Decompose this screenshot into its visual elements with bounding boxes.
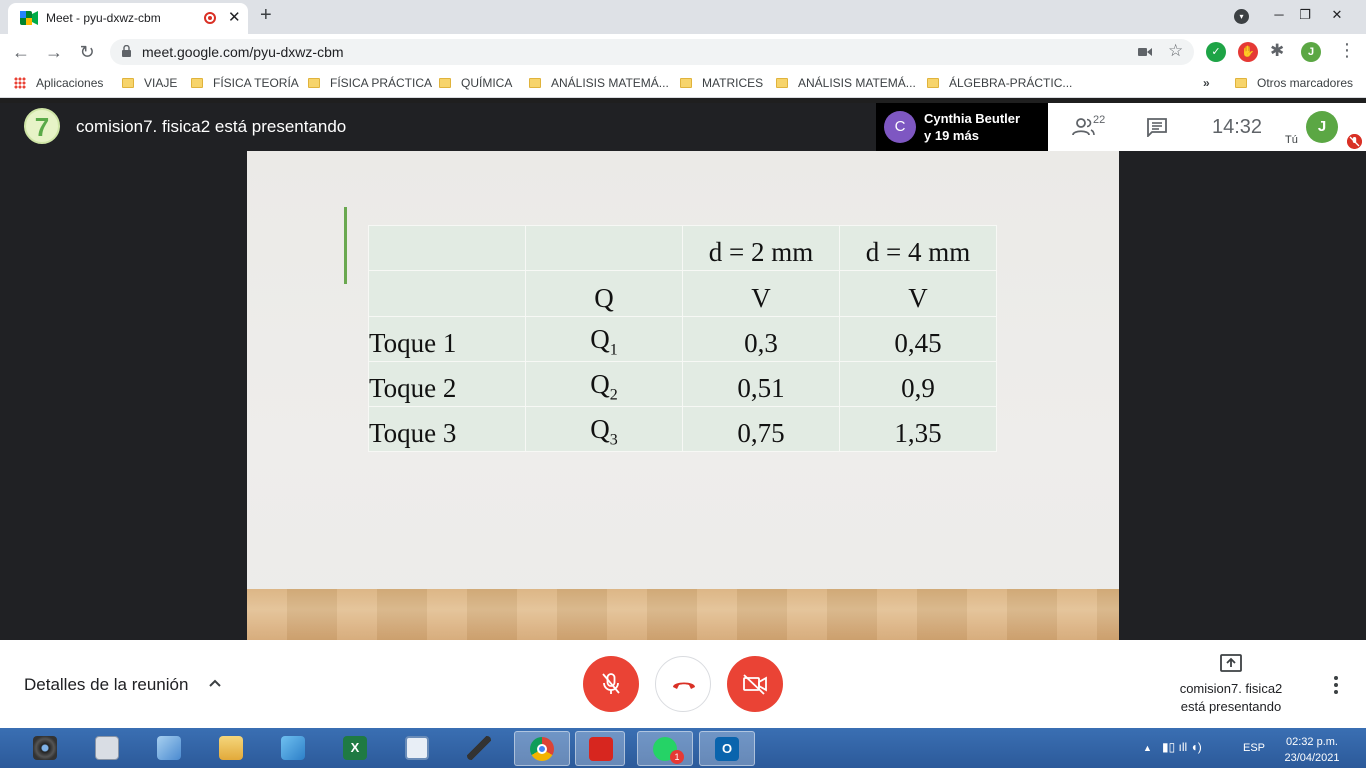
extensions-puzzle-icon[interactable]: ✱ [1270,41,1285,60]
taskbar-notepad[interactable] [144,731,194,766]
muted-mic-icon [1347,134,1362,149]
tab-title: Meet - pyu-dxwz-cbm [46,11,161,25]
back-button[interactable]: ← [12,42,30,62]
taskbar-calculator[interactable] [82,731,132,766]
table-row [369,317,997,362]
apps-grid-icon [14,77,26,89]
camera-toggle-button[interactable] [727,656,783,712]
table-cell: Q [526,271,683,317]
recording-icon [204,12,216,24]
taskbar-control-panel[interactable] [268,731,318,766]
hang-up-icon [671,679,697,691]
taskbar-webcam-app[interactable] [20,731,70,766]
table-header-row [369,271,997,317]
table-cell: d = 2 mm [683,226,840,271]
bookmark-folder[interactable]: FÍSICA PRÁCTICA [308,76,432,90]
new-tab-button[interactable]: + [260,4,272,26]
voltage-cell: 1,35 [840,407,997,452]
lock-icon [122,45,131,57]
browser-tabstrip [0,0,1366,34]
present-screen-icon[interactable] [1220,654,1242,672]
taskbar-pen-app[interactable] [454,731,504,766]
tray-icons[interactable]: ▮▯ ıll ◖) [1162,740,1202,754]
browser-tab[interactable] [8,3,248,34]
window-app-icon [405,736,429,760]
more-options-icon[interactable] [1326,674,1346,696]
browser-toolbar [0,34,1366,70]
profile-avatar[interactable]: J [1301,42,1321,62]
taskbar-window-app[interactable] [392,731,442,766]
meeting-details-button[interactable]: Detalles de la reunión [24,675,189,694]
bookmarks-overflow-button[interactable]: » [1203,76,1210,90]
other-bookmarks-folder[interactable]: Otros marcadores [1235,76,1353,90]
excel-icon: X [343,736,367,760]
bookmark-folder[interactable]: QUÍMICA [439,76,512,90]
meet-favicon-icon [20,11,38,25]
folder-icon [529,78,541,88]
browser-menu-icon[interactable]: ⋮ [1338,40,1356,60]
reload-button[interactable]: ↻ [79,42,95,62]
people-count: 22 [1093,114,1106,126]
webcam-icon [33,736,57,760]
table-cell: d = 4 mm [840,226,997,271]
calculator-icon [95,736,119,760]
bookmarks-bar [0,70,1366,98]
slide-wood-floor [247,589,1119,640]
slide-data-table [368,225,997,452]
outlook-icon: O [715,737,739,761]
taskbar-outlook[interactable] [699,731,755,766]
presenter-avatar: 7 [24,108,60,144]
system-time: 02:32 p.m. [1286,736,1338,748]
folder-icon [308,78,320,88]
charge-cell: $Q_2$ [526,362,683,407]
presenting-title: comision7. fisica2 está presentando [76,117,347,136]
folder-icon [927,78,939,88]
taskbar-excel[interactable] [330,731,380,766]
pen-icon [467,736,491,760]
folder-icon [776,78,788,88]
chrome-center [537,744,547,754]
table-cell [369,271,526,317]
folder-explorer-icon [219,736,243,760]
acrobat-icon [589,737,613,761]
taskbar-whatsapp[interactable] [637,731,693,766]
minimize-button[interactable]: ─ [1274,7,1284,22]
presenting-status-line2: está presentando [1180,699,1282,714]
folder-icon [1235,78,1247,88]
url-text: meet.google.com/pyu-dxwz-cbm [142,44,344,60]
notepad-icon [157,736,181,760]
tab-close-icon[interactable]: ✕ [228,9,241,26]
table-row [369,407,997,452]
voltage-cell: 0,51 [683,362,840,407]
bookmark-folder[interactable]: MATRICES [680,76,763,90]
bookmark-folder[interactable]: FÍSICA TEORÍA [191,76,299,90]
meeting-clock: 14:32 [1212,116,1263,138]
notification-badge: 1 [670,750,684,764]
table-cell [369,226,526,271]
folder-icon [122,78,134,88]
table-cell: V [840,271,997,317]
self-avatar[interactable]: J [1306,111,1338,143]
charge-cell: $Q_3$ [526,407,683,452]
participant-name: Cynthia Beutler [924,111,1021,126]
chevron-up-icon[interactable] [208,676,222,690]
control-panel-icon [281,736,305,760]
forward-button[interactable]: → [45,42,63,62]
mic-toggle-button[interactable] [583,656,639,712]
mic-off-icon [600,672,622,696]
row-label: Toque 2 [369,362,526,407]
voltage-cell: 0,45 [840,317,997,362]
taskbar-acrobat[interactable] [575,731,625,766]
folder-icon [191,78,203,88]
restore-button[interactable]: ❐ [1299,7,1311,22]
bookmark-folder[interactable]: ANÁLISIS MATEMÁ... [529,76,669,90]
extension-check-icon[interactable]: ✓ [1206,42,1226,62]
voltage-cell: 0,9 [840,362,997,407]
system-date: 23/04/2021 [1284,752,1340,764]
row-label: Toque 3 [369,407,526,452]
leave-call-button[interactable] [655,656,711,712]
self-label: Tú [1285,134,1298,146]
table-row [369,362,997,407]
voltage-cell: 0,75 [683,407,840,452]
table-cell [526,226,683,271]
chat-icon[interactable] [1146,117,1168,137]
bookmark-folder[interactable]: ÁLGEBRA-PRÁCTIC... [927,76,1072,90]
charge-cell: $Q_1$ [526,317,683,362]
camera-in-use-icon[interactable] [1138,47,1152,57]
voltage-cell: 0,3 [683,317,840,362]
tray-overflow-icon[interactable]: ▲ [1143,743,1152,753]
camera-off-icon [742,673,768,695]
address-bar[interactable] [110,39,1194,65]
chrome-icon [530,737,554,761]
folder-icon [439,78,451,88]
participant-avatar: C [884,111,916,143]
slide-accent-bar [344,207,347,284]
presenting-status-line1: comision7. fisica2 [1179,681,1283,696]
bookmark-star-icon[interactable]: ☆ [1168,41,1184,60]
close-window-button[interactable]: ✕ [1331,7,1343,22]
table-cell: V [683,271,840,317]
table-header-row [369,226,997,271]
taskbar-chrome[interactable] [514,731,570,766]
system-clock[interactable] [1272,734,1352,766]
presentation-slide [247,151,1119,640]
bookmark-folder[interactable]: VIAJE [122,76,177,90]
bookmark-folder[interactable]: ANÁLISIS MATEMÁ... [776,76,916,90]
presenting-status[interactable] [1150,680,1312,716]
bookmark-apps[interactable]: Aplicaciones [14,76,103,90]
input-language[interactable]: ESP [1243,742,1266,754]
taskbar-file-explorer[interactable] [206,731,256,766]
tab-search-icon[interactable]: ▾ [1234,9,1249,24]
row-label: Toque 1 [369,317,526,362]
participant-label [924,110,1020,144]
folder-icon [680,78,692,88]
participant-more: y 19 más [924,128,979,143]
extension-hand-icon[interactable]: ✋ [1238,42,1258,62]
